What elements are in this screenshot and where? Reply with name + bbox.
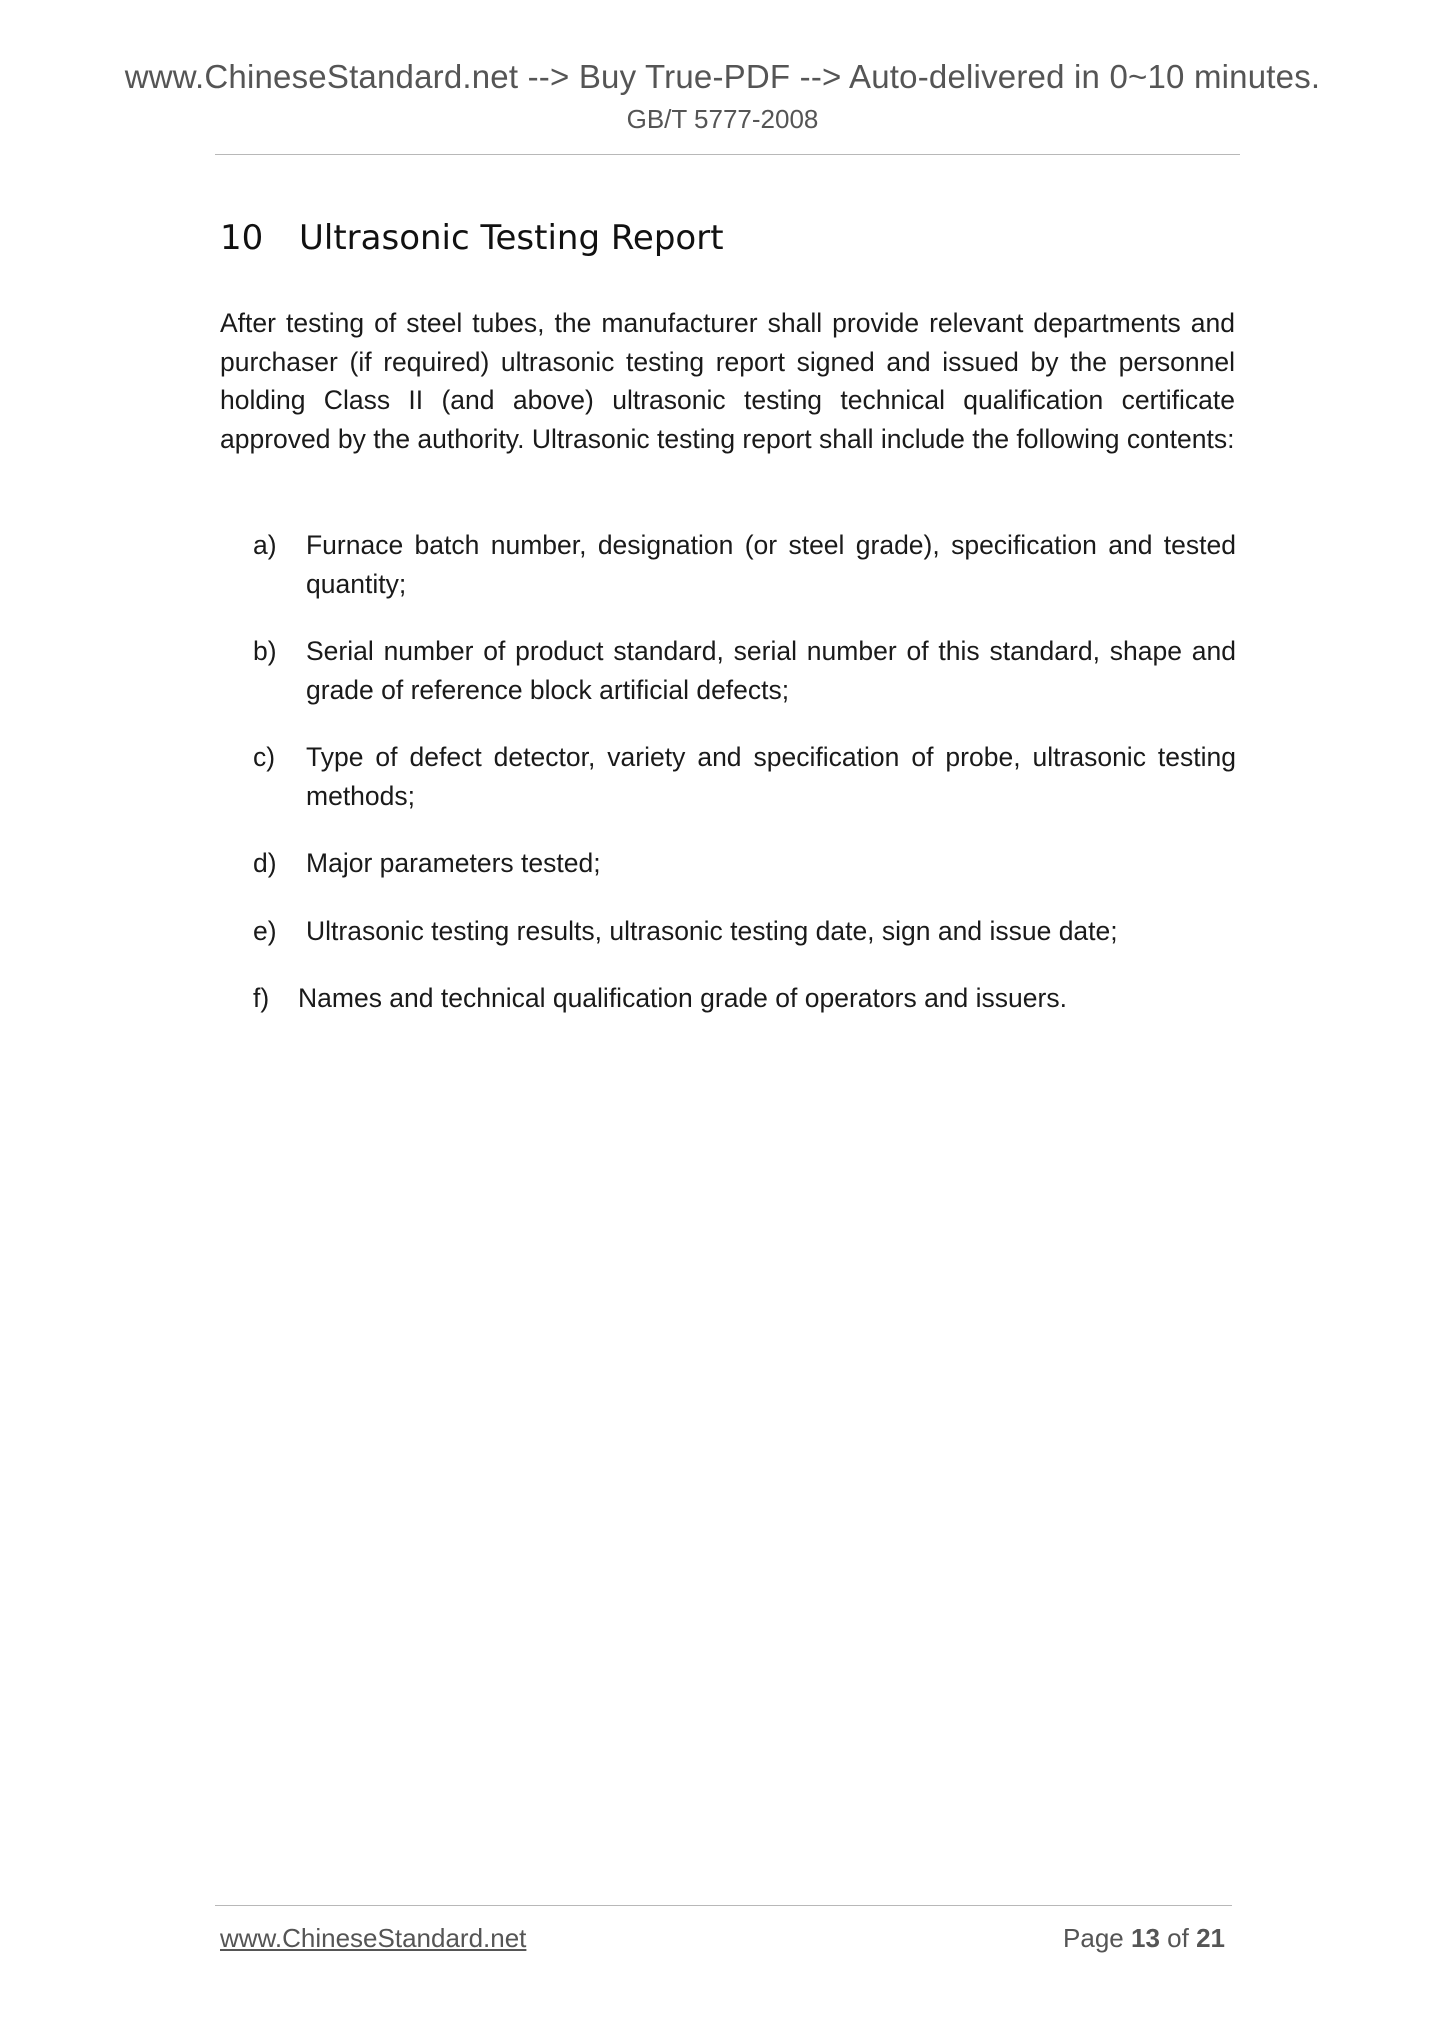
page-current: 13 bbox=[1131, 1923, 1160, 1953]
list-item-text: Major parameters tested; bbox=[306, 848, 601, 878]
page-of: of bbox=[1167, 1923, 1189, 1953]
list-marker: e) bbox=[253, 915, 277, 946]
header-divider bbox=[215, 154, 1240, 155]
list-item bbox=[253, 844, 1236, 883]
list-item-text: Ultrasonic testing results, ultrasonic testing date, sign and issue date; bbox=[306, 915, 1118, 946]
intro-paragraph: After testing of steel tubes, the manufacturer shall provide relevant departments and purchaser (if required) ultrasonic testing report signed and issued by the personnel holding Class II (and above) ultrasonic testing technical qualification certificate approved by the authority. Ultrasonic testing report shall include the following contents: bbox=[220, 308, 1235, 454]
list-marker: b) bbox=[253, 636, 277, 666]
list-marker: c) bbox=[253, 742, 276, 772]
list-item bbox=[253, 526, 1236, 603]
list-marker: f) bbox=[253, 983, 270, 1013]
list-item bbox=[253, 979, 1236, 1018]
list-item-text: Serial number of product standard, serial number of this standard, shape and grade of reference block artificial defects; bbox=[306, 636, 1236, 705]
list-item bbox=[253, 912, 1236, 951]
footer-divider bbox=[215, 1905, 1232, 1906]
list-item bbox=[253, 738, 1236, 815]
list-item-text: Furnace batch number, designation (or steel grade), specification and tested quantity; bbox=[306, 530, 1236, 599]
page-total: 21 bbox=[1196, 1923, 1225, 1953]
section-number: 10 bbox=[220, 218, 264, 258]
section-title: Ultrasonic Testing Report bbox=[299, 218, 724, 258]
report-contents-list bbox=[253, 526, 1236, 1018]
page-prefix: Page bbox=[1063, 1923, 1124, 1953]
section-heading bbox=[220, 218, 724, 258]
page-indicator bbox=[1063, 1923, 1225, 1954]
standard-code: GB/T 5777-2008 bbox=[626, 104, 819, 134]
list-marker: d) bbox=[253, 848, 277, 878]
top-banner: www.ChineseStandard.net --> Buy True-PDF --> Auto-delivered in 0~10 minutes. bbox=[124, 58, 1321, 95]
list-item bbox=[253, 632, 1236, 709]
list-marker: a) bbox=[253, 530, 277, 560]
footer-website-link[interactable]: www.ChineseStandard.net bbox=[220, 1923, 527, 1953]
list-item-text: Names and technical qualification grade of operators and issuers. bbox=[298, 983, 1067, 1013]
list-item-text: Type of defect detector, variety and specification of probe, ultrasonic testing methods; bbox=[306, 742, 1236, 811]
